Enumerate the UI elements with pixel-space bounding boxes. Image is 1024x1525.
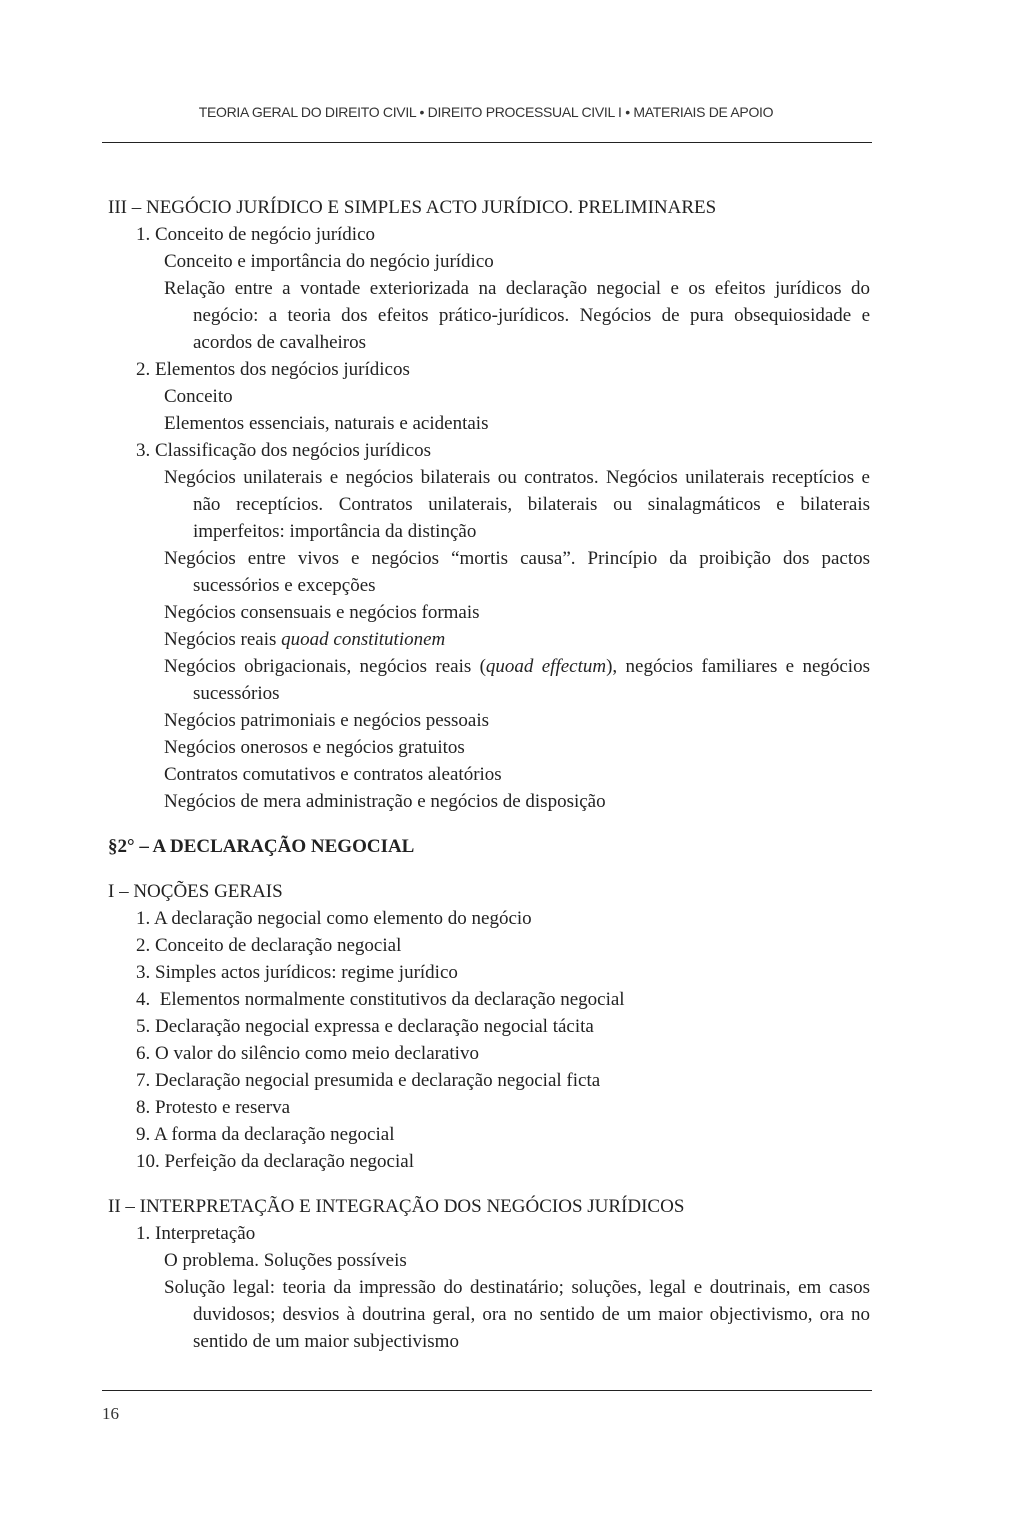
list-item: O problema. Soluções possíveis: [164, 1250, 407, 1271]
part-i-title: I – NOÇÕES GERAIS: [108, 881, 283, 902]
list-item: 2. Conceito de declaração negocial: [136, 935, 402, 956]
running-header: TEORIA GERAL DO DIREITO CIVIL • DIREITO PROCESSUAL CIVIL I • MATERIAIS DE APOIO: [198, 104, 774, 120]
section-2-title: §2° – A DECLARAÇÃO NEGOCIAL: [108, 836, 415, 857]
list-item: [108, 626, 870, 653]
list-item-text: Negócios reais: [164, 629, 282, 650]
part-ii-title: II – INTERPRETAÇÃO E INTEGRAÇÃO DOS NEGÓCIOS JURÍDICOS: [108, 1196, 685, 1217]
list-item: Conceito e importância do negócio jurídico: [164, 251, 494, 272]
list-item: 5. Declaração negocial expressa e declaração negocial tácita: [136, 1016, 594, 1037]
list-item: 1. A declaração negocial como elemento do negócio: [136, 908, 532, 929]
latin-term: quoad effectum: [485, 656, 607, 677]
list-item: Relação entre a vontade exteriorizada na declaração negocial e os efeitos jurídicos do negócio: a teoria dos efeitos prático-jurídicos. Negócios de pura obsequiosidade e acordos de cavalheiros: [164, 278, 870, 353]
list-item: Negócios onerosos e negócios gratuitos: [164, 737, 465, 758]
list-item: 10. Perfeição da declaração negocial: [136, 1151, 414, 1172]
list-item-text: ), negócios familiares e negócios sucessórios: [193, 656, 870, 704]
list-item: 4. Elementos normalmente constitutivos da declaração negocial: [136, 989, 625, 1010]
list-item: 3. Simples actos jurídicos: regime jurídico: [136, 962, 458, 983]
part-iii-title: III – NEGÓCIO JURÍDICO E SIMPLES ACTO JURÍDICO. PRELIMINARES: [108, 197, 717, 218]
list-item: Elementos essenciais, naturais e acidentais: [164, 413, 489, 434]
list-item: Negócios patrimoniais e negócios pessoais: [164, 710, 490, 731]
item-3-title: 3. Classificação dos negócios jurídicos: [136, 440, 431, 461]
item-1-title: 1. Conceito de negócio jurídico: [136, 224, 376, 245]
list-item: Solução legal: teoria da impressão do destinatário; soluções, legal e doutrinais, em casos duvidosos; desvios à doutrina geral, ora no sentido de um maior objectivismo, ora no sentido de um maior subjectivismo: [164, 1277, 870, 1352]
footer-rule: [102, 1390, 872, 1391]
list-item: 8. Protesto e reserva: [136, 1097, 291, 1118]
list-item: Conceito: [164, 386, 233, 407]
latin-term: quoad constitutionem: [281, 629, 446, 650]
list-item-text: Negócios obrigacionais, negócios reais (: [164, 656, 486, 677]
item-1-title: 1. Interpretação: [136, 1223, 256, 1244]
list-item: Negócios entre vivos e negócios “mortis causa”. Princípio da proibição dos pactos sucessórios e excepções: [164, 548, 870, 596]
list-item: Negócios unilaterais e negócios bilaterais ou contratos. Negócios unilaterais receptícios e não receptícios. Contratos unilaterais, bilaterais ou sinalagmáticos e bilaterais imperfeitos: importância da distinção: [164, 467, 870, 542]
header-rule: [102, 142, 872, 143]
list-item: Contratos comutativos e contratos aleatórios: [164, 764, 502, 785]
list-item: Negócios de mera administração e negócios de disposição: [164, 791, 606, 812]
list-item: 6. O valor do silêncio como meio declarativo: [136, 1043, 479, 1064]
page-number: 16: [102, 1404, 119, 1423]
list-item: [108, 653, 870, 707]
list-item: Negócios consensuais e negócios formais: [164, 602, 480, 623]
page-body: [108, 194, 870, 1355]
item-2-title: 2. Elementos dos negócios jurídicos: [136, 359, 410, 380]
list-item: 9. A forma da declaração negocial: [136, 1124, 395, 1145]
list-item: 7. Declaração negocial presumida e declaração negocial ficta: [136, 1070, 601, 1091]
